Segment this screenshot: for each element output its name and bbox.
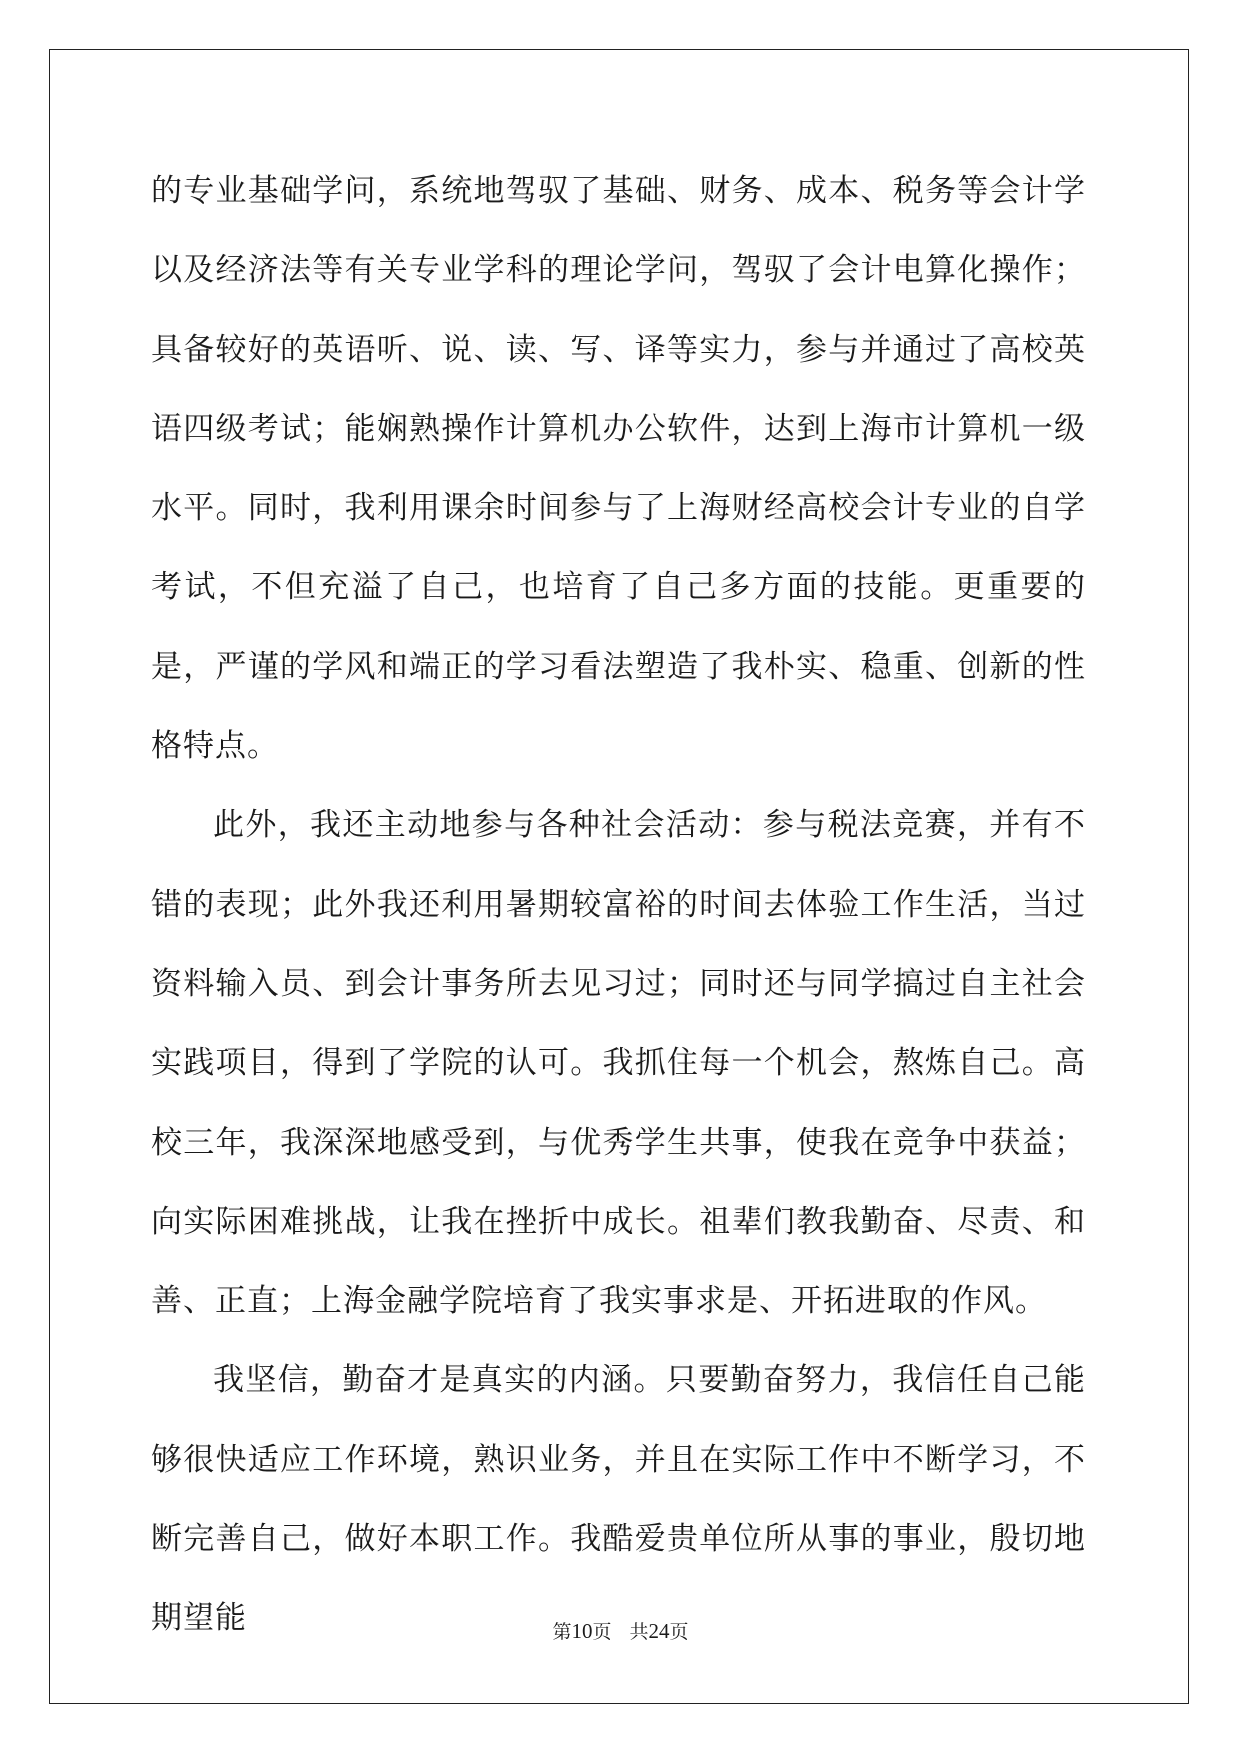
total-prefix: 共: [629, 1621, 649, 1643]
paragraph-1: 的专业基础学问，系统地驾驭了基础、财务、成本、税务等会计学以及经济法等有关专业学科的理论学问，驾驭了会计电算化操作；具备较好的英语听、说、读、写、译等实力，参与并通过了高校英语四级考试；能娴熟操作计算机办公软件，达到上海市计算机一级水平。同时，我利用课余时间参与了上海财经高校会计专业的自学考试，不但充溢了自己，也培育了自己多方面的技能。更重要的是，严谨的学风和端正的学习看法塑造了我朴实、稳重、创新的性格特点。: [151, 173, 1086, 765]
page-suffix: 页: [592, 1621, 612, 1643]
total-pages: 24: [648, 1619, 670, 1643]
document-body: [151, 152, 1086, 1659]
page-prefix: 第: [552, 1621, 572, 1643]
page-footer: [0, 1617, 1241, 1644]
total-suffix: 页: [669, 1621, 689, 1643]
paragraph-2: 此外，我还主动地参与各种社会活动：参与税法竞赛，并有不错的表现；此外我还利用暑期较富裕的时间去体验工作生活，当过资料输入员、到会计事务所去见习过；同时还与同学搞过自主社会实践项目，得到了学院的认可。我抓住每一个机会，熬炼自己。高校三年，我深深地感受到，与优秀学生共事，使我在竞争中获益；向实际困难挑战，让我在挫折中成长。祖辈们教我勤奋、尽责、和善、正直；上海金融学院培育了我实事求是、开拓进取的作风。: [151, 807, 1086, 1320]
page-number: 10: [571, 1619, 593, 1643]
paragraph-3: 我坚信，勤奋才是真实的内涵。只要勤奋努力，我信任自己能够很快适应工作环境，熟识业务，并且在实际工作中不断学习，不断完善自己，做好本职工作。我酷爱贵单位所从事的事业，殷切地期望能: [151, 1362, 1086, 1637]
